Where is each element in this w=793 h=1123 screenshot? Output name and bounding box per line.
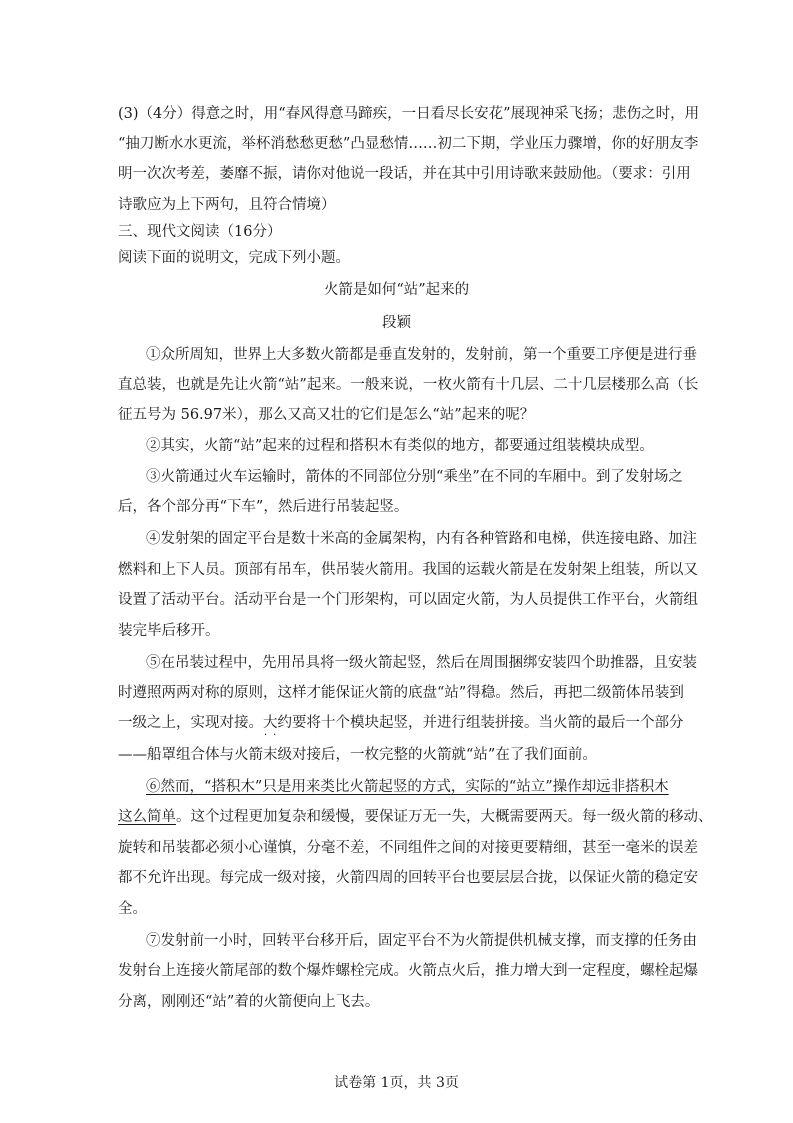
paragraph-6-underlined-tail: 这么简单: [118, 809, 176, 825]
paragraph-5-line-2: 时遵照两两对称的原则，这样才能保证火箭的底盘“站”得稳。然后，再把二级箭体吊装到: [118, 685, 684, 701]
paragraph-1-line-1: ①众所周知，世界上大多数火箭都是垂直发射的，发射前，第一个重要工序便是进行垂: [146, 347, 697, 363]
paragraph-5-line-3: 一级之上，实现对接。大约要将十个模块起竖，并进行组装拼接。当火箭的最后一个部分: [118, 715, 684, 731]
paragraph-6-line-2: [118, 807, 713, 827]
question-3-line-3: 明一次次考差，萎靡不振，请你对他说一段话，并在其中引用诗歌来鼓励他。（要求：引用: [118, 166, 691, 182]
paragraph-5-line-1: ⑤在吊装过程中，先用吊具将一级火箭起竖，然后在周围捆绑安装四个助推器，且安装: [146, 655, 697, 671]
article-title: 火箭是如何“站”起来的: [323, 282, 470, 298]
paragraph-7-line-2: 发射台上连接火箭尾部的数个爆炸螺栓完成。火箭点火后，推力增大到一定程度，螺栓起爆: [118, 963, 698, 979]
paragraph-2-line-1: ②其实，火箭“站”起来的过程和搭积木有类似的地方，都要通过组装模块成型。: [146, 438, 654, 454]
page-footer: 试卷第 1页，共 3页: [334, 1075, 459, 1091]
paragraph-1-line-2: 直总装，也就是先让火箭“站”起来。一般来说，一枚火箭有十几层、二十几层楼那么高（长: [118, 377, 699, 393]
paragraph-7-line-3: 分离，刚刚还“站”着的火箭便向上飞去。: [118, 994, 380, 1010]
paragraph-1-line-3: 征五号为 56.97米），那么又高又壮的它们是怎么“站”起来的呢？: [118, 407, 535, 423]
paragraph-6-underlined-sentence: ⑥然而，“搭积木”只是用来类比火箭起竖的方式，实际的“站立”操作却远非搭积木: [146, 779, 669, 795]
paragraph-4-line-2: 燃料和上下人员。顶部有吊车，供吊装火箭用。我国的运载火箭是在发射架上组装，所以又: [118, 562, 698, 578]
paragraph-6-line-3: 旋转和吊装都必须小心谨慎，分毫不差，不同组件之间的对接更要精细，甚至一毫米的误差: [118, 840, 698, 856]
section-heading: 三、现代文阅读（16分）: [118, 224, 282, 240]
article-author: 段颖: [382, 315, 411, 331]
section-instruction: 阅读下面的说明文，完成下列小题。: [118, 250, 350, 266]
question-3-line-2: “抽刀断水水更流，举杯消愁愁更愁”凸显愁情……初二下期，学业压力骤增，你的好朋友李: [118, 136, 699, 152]
paragraph-5-line-4: ——船罩组合体与火箭末级对接后，一枚完整的火箭就“站”在了我们面前。: [118, 747, 597, 763]
paragraph-4-line-3: 设置了活动平台。活动平台是一个门形架构，可以固定火箭，为人员提供工作平台，火箭组: [118, 592, 698, 608]
paragraph-3-line-2: 后，各个部分再“下车”，然后进行吊装起竖。: [118, 499, 409, 515]
paragraph-7-line-1: ⑦发射前一小时，回转平台移开后，固定平台不为火箭提供机械支撑，而支撑的任务由: [146, 933, 697, 949]
paragraph-3-line-1: ③火箭通过火车运输时，箭体的不同部位分别“乘坐”在不同的车厢中。到了发射场之: [146, 469, 683, 485]
paragraph-4-line-4: 装完毕后移开。: [118, 623, 220, 639]
emphasis-dots: ··: [264, 730, 283, 741]
paragraph-6-line-5: 全。: [118, 901, 147, 917]
question-3-line-4: 诗歌应为上下两句，且符合情境）: [118, 197, 336, 213]
paragraph-6-line-2-rest: 。这个过程更加复杂和缓慢，要保证万无一失，大概需要两天。每一级火箭的移动、: [176, 809, 713, 825]
paragraph-4-line-1: ④发射架的固定平台是数十米高的金属架构，内有各种管路和电梯，供连接电路、加注: [146, 531, 697, 547]
paragraph-6-line-4: 都不允许出现。每完成一级对接，火箭四周的回转平台也要层层合拢，以保证火箭的稳定安: [118, 870, 698, 886]
question-3-line-1: (3)（4分）得意之时，用“春风得意马蹄疾，一日看尽长安花”展现神采飞扬；悲伤之时，用: [118, 106, 700, 122]
